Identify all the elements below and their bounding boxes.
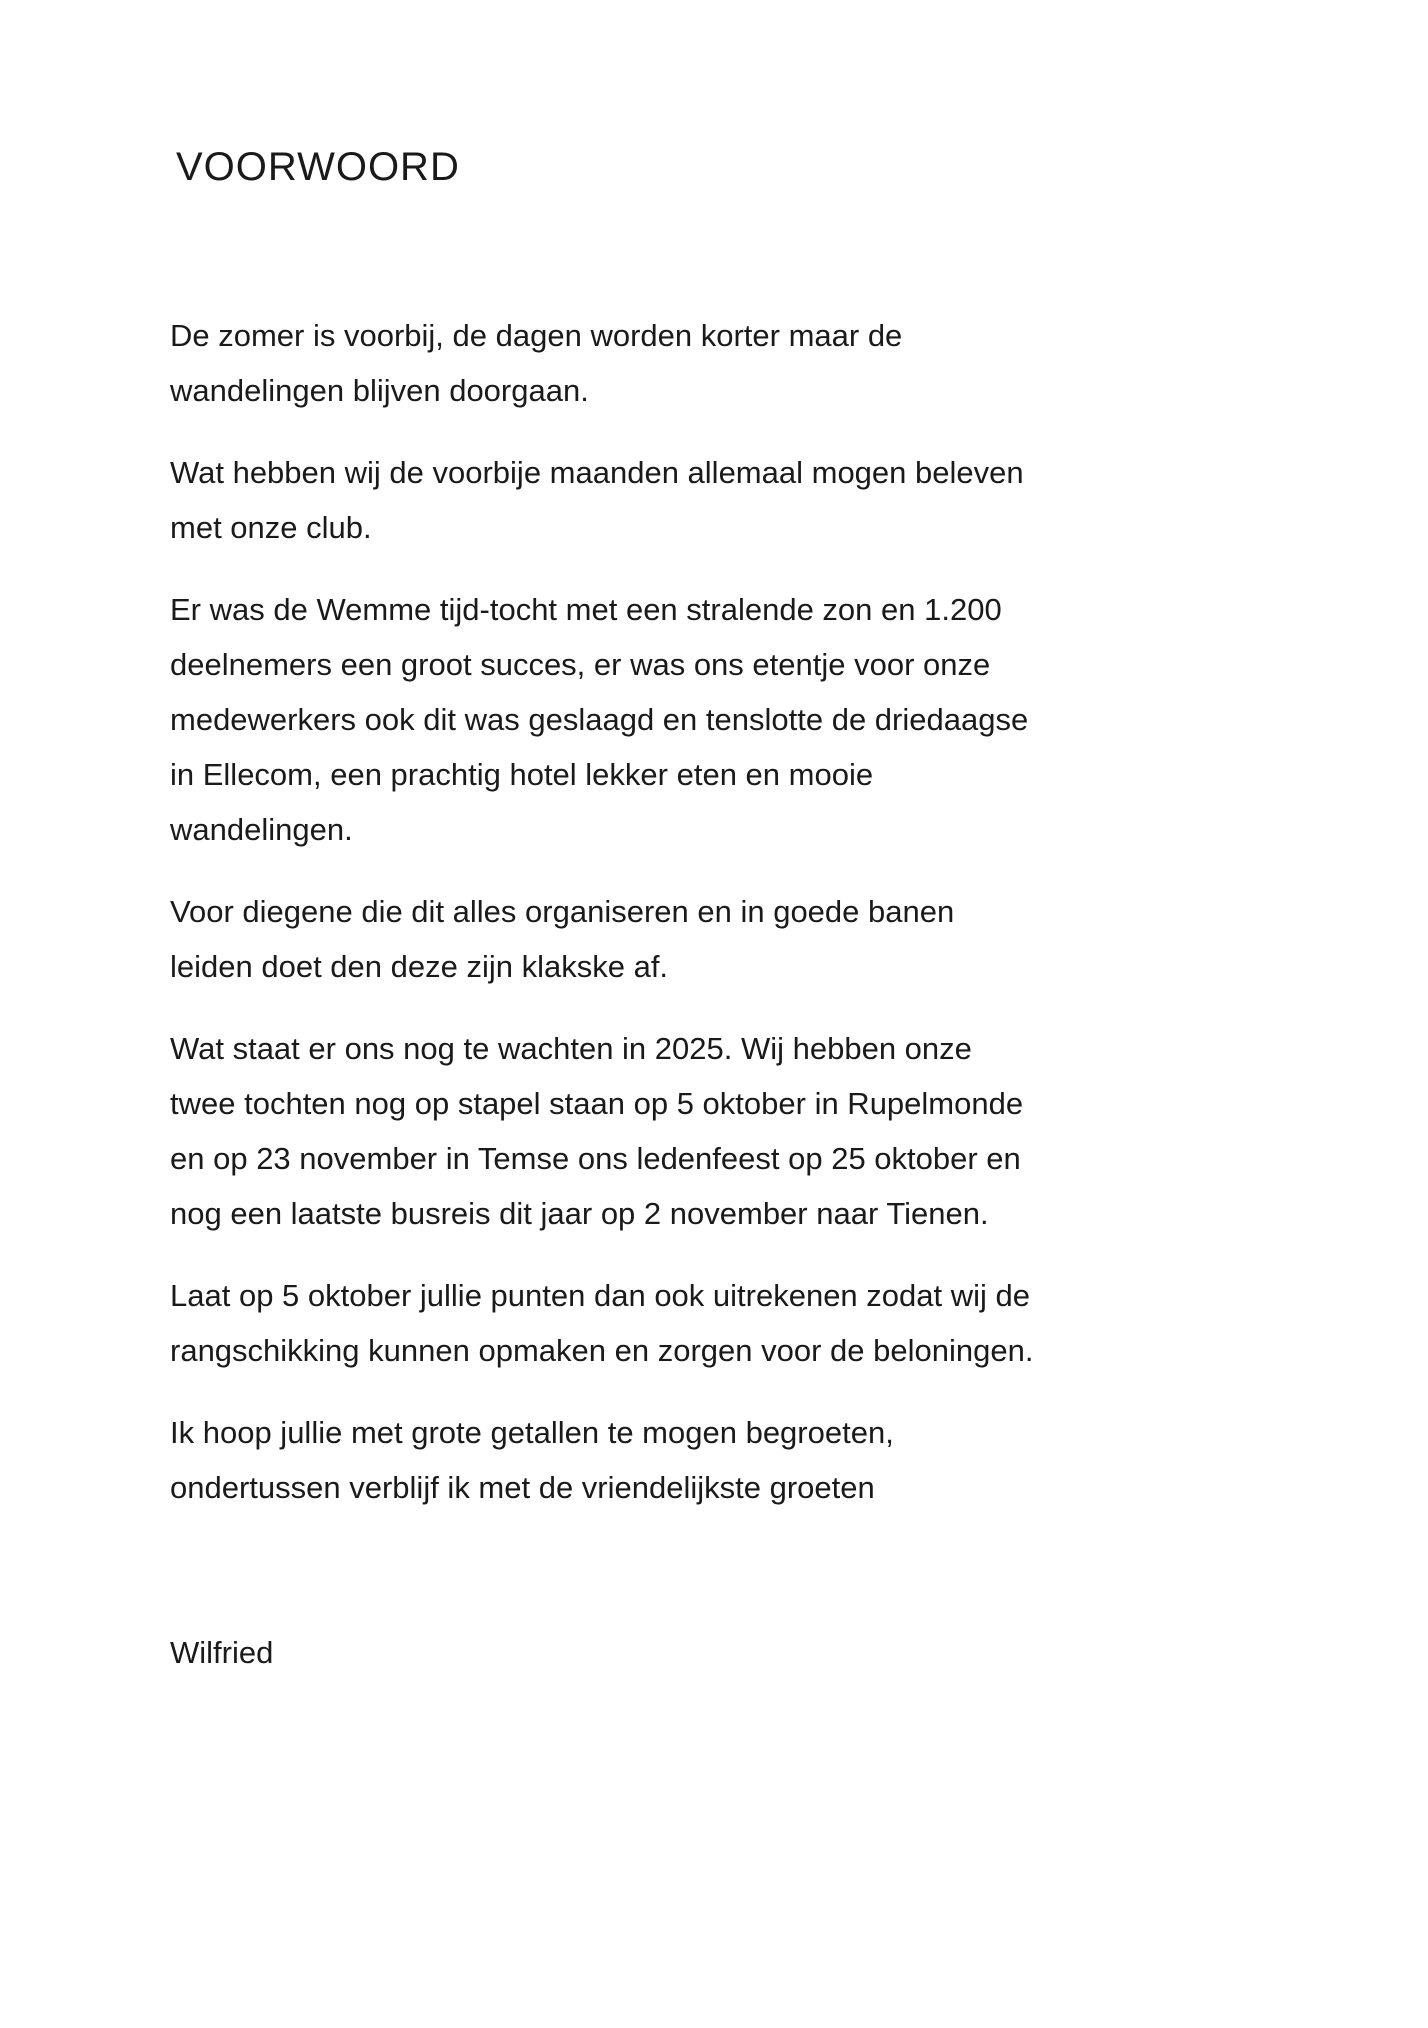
paragraph-events-recap: Er was de Wemme tijd-tocht met een stralende zon en 1.200 deelnemers een groot succes, er was ons etentje voor onze medewerkers ook dit was geslaagd en tenslotte de driedaagse in Ellecom, een prachtig hotel lekker eten en mooie wandelingen.: [170, 592, 1029, 847]
page-title: VOORWOORD: [176, 145, 460, 189]
signature: Wilfried: [170, 1635, 274, 1670]
paragraph-closing-greeting: Ik hoop jullie met grote getallen te mogen begroeten, ondertussen verblijf ik met de vriendelijkste groeten: [170, 1415, 894, 1505]
document-body: [170, 308, 1038, 1680]
paragraph-upcoming-events: Wat staat er ons nog te wachten in 2025. Wij hebben onze twee tochten nog op stapel staan op 5 oktober in Rupelmonde en op 23 november in Temse ons ledenfeest op 25 oktober en nog een laatste busreis dit jaar op 2 november naar Tienen.: [170, 1031, 1024, 1231]
paragraph-thanks-organisers: Voor diegene die dit alles organiseren en in goede banen leiden doet den deze zijn klakske af.: [170, 894, 955, 984]
paragraph-points-ranking: Laat op 5 oktober jullie punten dan ook uitrekenen zodat wij de rangschikking kunnen opmaken en zorgen voor de beloningen.: [170, 1278, 1034, 1368]
paragraph-intro: De zomer is voorbij, de dagen worden korter maar de wandelingen blijven doorgaan.: [170, 318, 903, 408]
paragraph-club-recap: Wat hebben wij de voorbije maanden allemaal mogen beleven met onze club.: [170, 455, 1024, 545]
